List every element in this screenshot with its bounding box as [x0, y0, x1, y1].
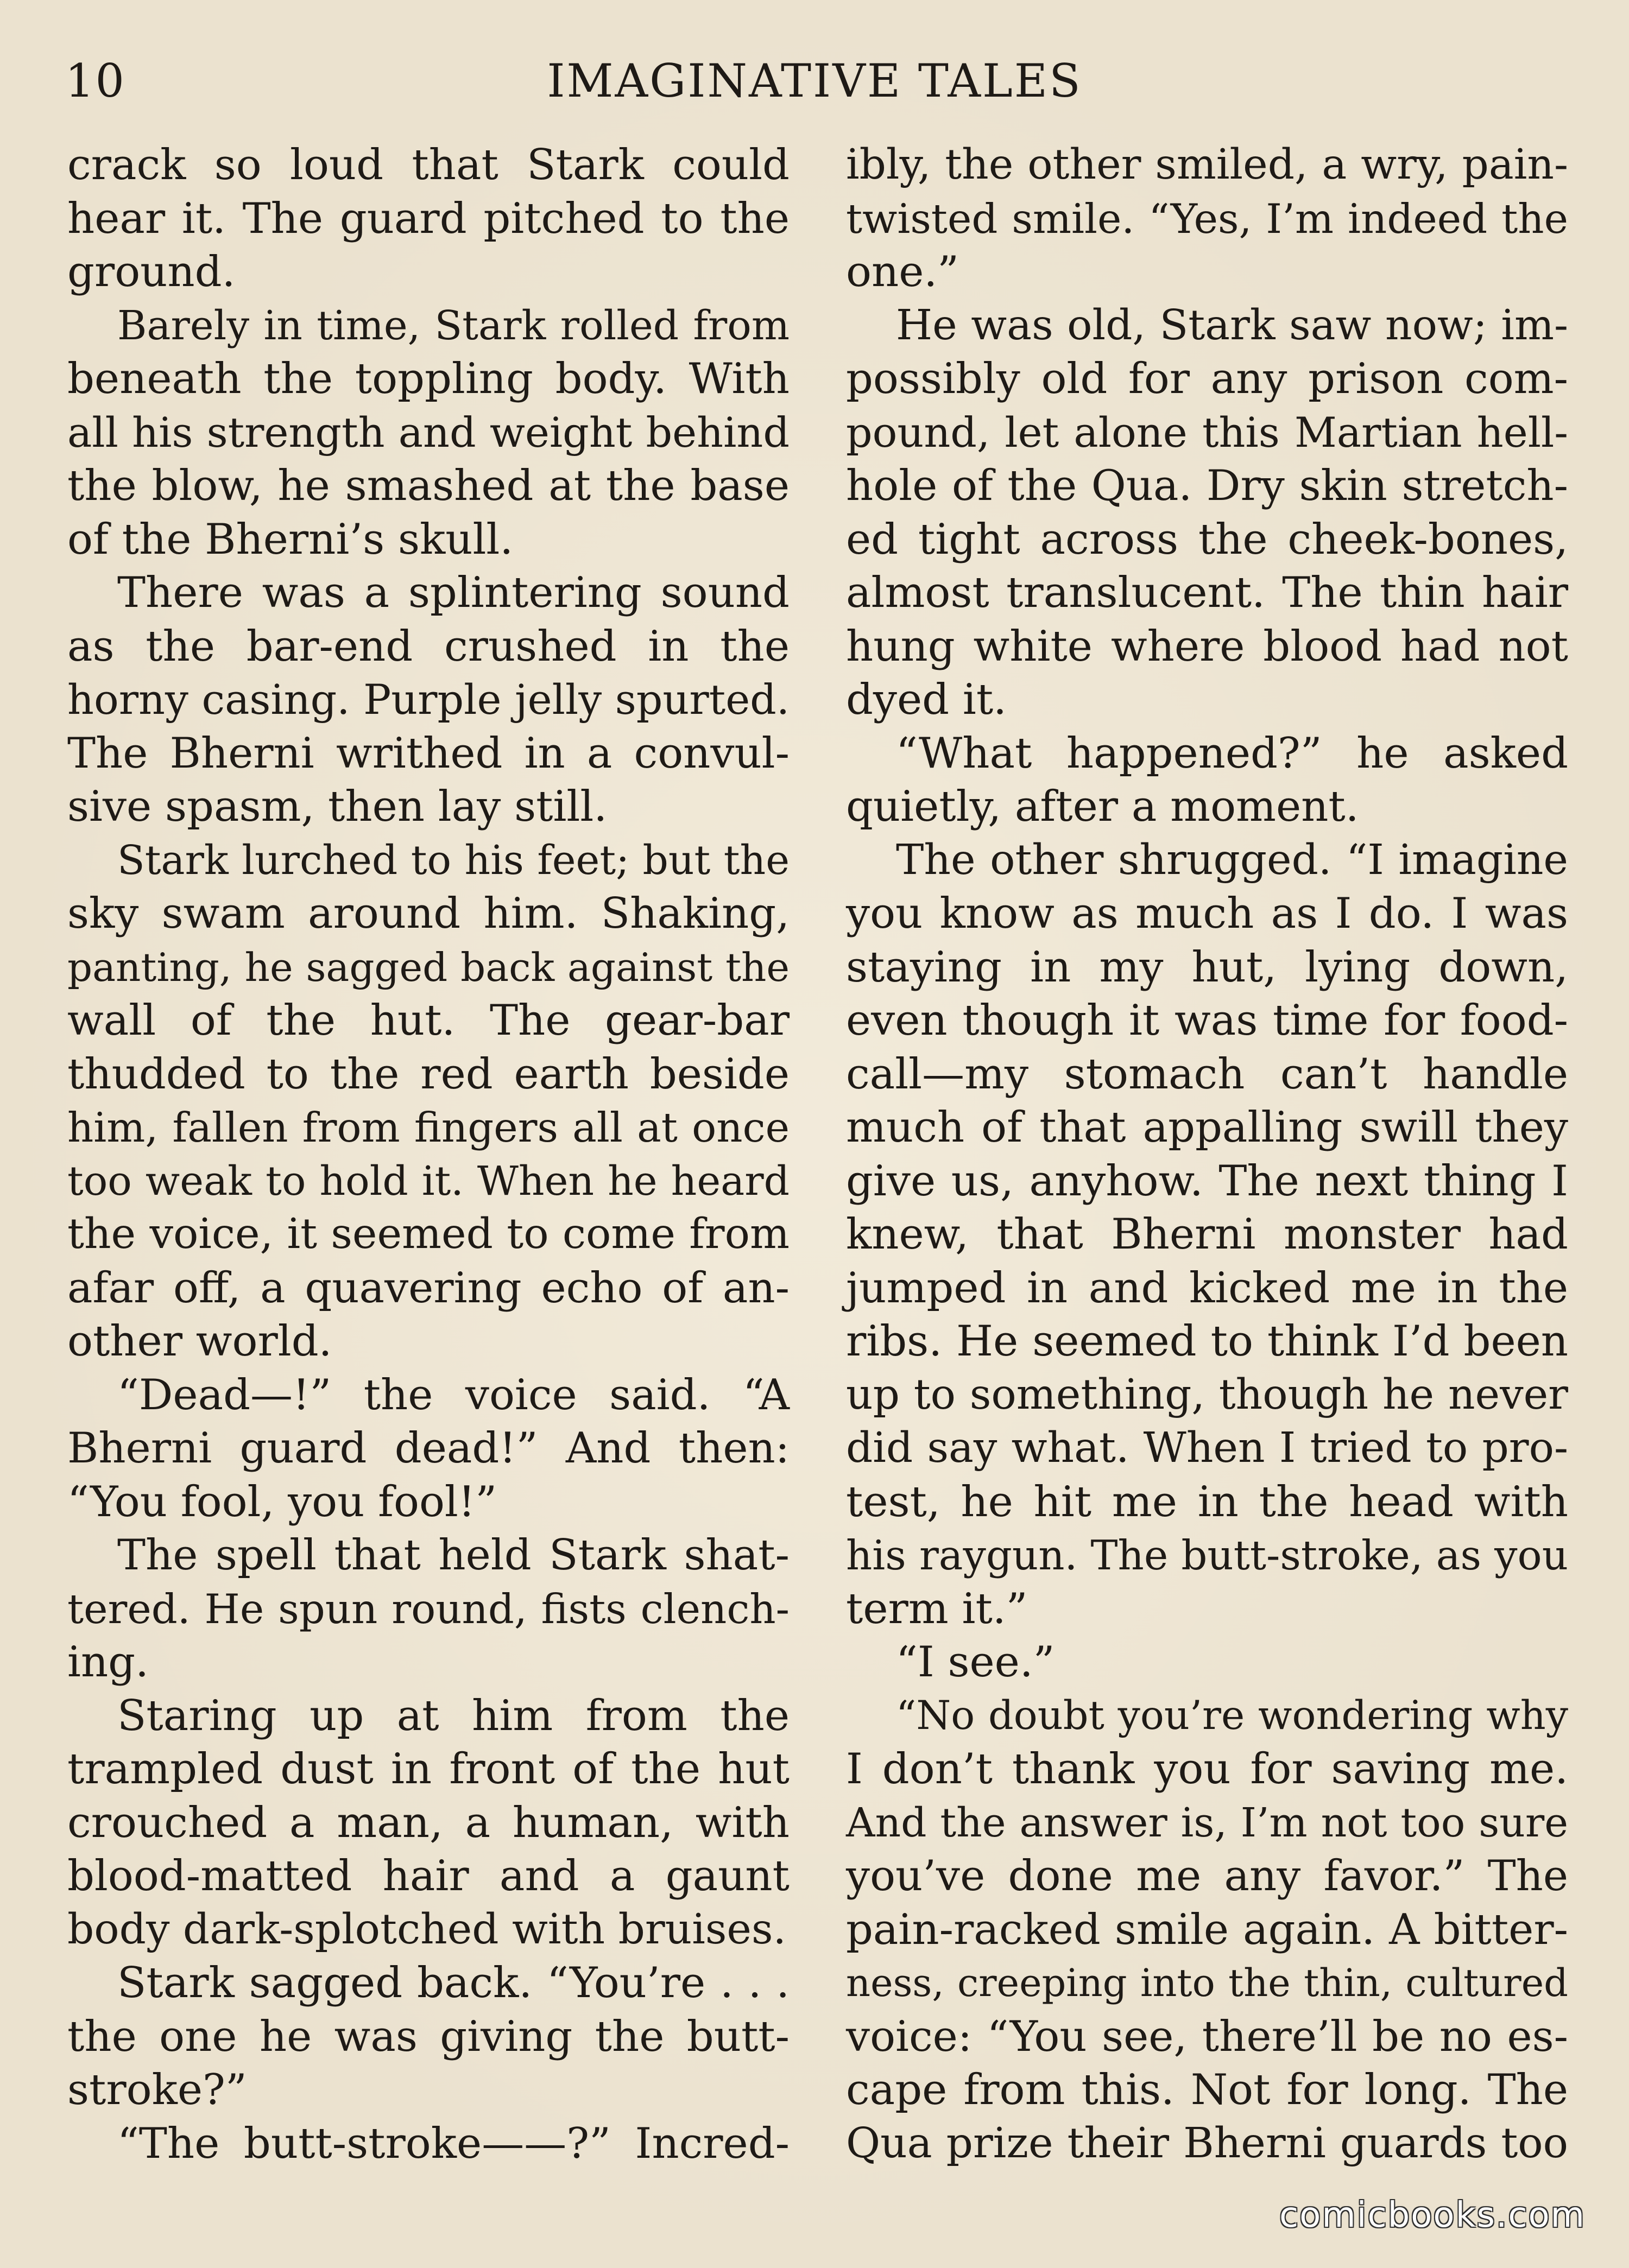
text-line: all his strength and weight behind — [67, 408, 790, 457]
text-line: hear it. The guard pitched to the — [67, 194, 790, 243]
text-line: sive spasm, then lay still. — [67, 782, 608, 831]
text-line: cape from this. Not for long. The — [846, 2066, 1568, 2114]
text-line: “No doubt you’re wondering why — [896, 1692, 1568, 1739]
text-line: up to something, though he never — [846, 1370, 1568, 1419]
text-line: term it.” — [846, 1584, 1028, 1633]
text-line: ness, creeping into the thin, cultured — [846, 1961, 1568, 2005]
text-line: one.” — [846, 248, 959, 296]
text-line: The Bherni writhed in a convul- — [67, 728, 790, 778]
text-line: of the Bherni’s skull. — [67, 515, 514, 564]
text-line: panting, he sagged back against the — [67, 944, 790, 990]
text-line: possibly old for any prison com- — [846, 354, 1568, 403]
text-line: his raygun. The butt-stroke, as you — [846, 1531, 1568, 1579]
text-line: Barely in time, Stark rolled from — [117, 302, 790, 349]
text-line: thudded to the red earth beside — [67, 1049, 790, 1099]
text-line: wall of the hut. The gear-bar — [67, 996, 790, 1045]
text-line: “I see.” — [896, 1638, 1055, 1687]
text-line: ing. — [67, 1638, 149, 1687]
text-line: crack so loud that Stark could — [67, 141, 790, 189]
text-line: much of that appalling swill they — [846, 1103, 1568, 1152]
text-line: ibly, the other smiled, a wry, pain- — [846, 141, 1568, 189]
text-line: too weak to hold it. When he heard — [67, 1157, 790, 1205]
text-line: The other shrugged. “I imagine — [896, 835, 1568, 884]
text-line: Stark lurched to his feet; but the — [117, 837, 790, 884]
text-line: ground. — [67, 248, 236, 296]
text-line: And the answer is, I’m not too sure — [846, 1799, 1568, 1846]
text-line: Bherni guard dead!” And then: — [67, 1424, 790, 1473]
text-line: voice: “You see, there’ll be no es- — [846, 2012, 1568, 2061]
watermark: comicbooks.com — [1279, 2195, 1586, 2235]
text-line: blood-matted hair and a gaunt — [67, 1852, 790, 1900]
running-title: IMAGINATIVE TALES — [547, 54, 1082, 107]
text-line: beneath the toppling body. With — [67, 354, 790, 403]
text-line: the voice, it seemed to come from — [67, 1210, 790, 1258]
page-number: 10 — [65, 54, 125, 107]
text-column-left — [67, 138, 790, 2170]
text-line: Qua prize their Bherni guards too — [846, 2119, 1568, 2168]
text-line: body dark-splotched with bruises. — [67, 1905, 786, 1954]
text-line: even though it was time for food- — [846, 996, 1568, 1045]
text-line: I don’t thank you for saving me. — [846, 1745, 1568, 1794]
text-line: the one he was giving the butt- — [67, 2012, 790, 2061]
text-line: Stark sagged back. “You’re . . . — [117, 1959, 790, 2007]
text-line: He was old, Stark saw now; im- — [896, 301, 1568, 350]
text-line: other world. — [67, 1317, 332, 1366]
text-line: quietly, after a moment. — [846, 782, 1359, 831]
text-line: “Dead—!” the voice said. “A — [117, 1370, 790, 1420]
text-line: pound, let alone this Martian hell- — [846, 408, 1568, 457]
text-line: stroke?” — [67, 2066, 247, 2114]
text-line: did say what. When I tried to pro- — [846, 1424, 1568, 1472]
text-line: test, he hit me in the head with — [846, 1477, 1568, 1526]
text-line: “You fool, you fool!” — [67, 1477, 497, 1526]
text-line: afar off, a quavering echo of an- — [67, 1263, 790, 1313]
text-line: Staring up at him from the — [117, 1691, 790, 1740]
text-line: dyed it. — [846, 675, 1007, 724]
text-line: sky swam around him. Shaking, — [67, 889, 790, 938]
text-line: ribs. He seemed to think I’d been — [846, 1317, 1568, 1366]
text-line: “What happened?” he asked — [896, 728, 1568, 778]
text-line: you know as much as I do. I was — [846, 889, 1568, 938]
text-line: call—my stomach can’t handle — [846, 1049, 1568, 1099]
text-line: as the bar-end crushed in the — [67, 622, 790, 671]
text-line: hole of the Qua. Dry skin stretch- — [846, 461, 1568, 510]
text-line: tered. He spun round, fists clench- — [67, 1585, 790, 1633]
text-line: crouched a man, a human, with — [67, 1798, 790, 1847]
text-line: The spell that held Stark shat- — [117, 1531, 790, 1580]
text-line: hung white where blood had not — [846, 622, 1568, 671]
text-line: knew, that Bherni monster had — [846, 1210, 1568, 1259]
text-line: “The butt-stroke——?” Incred- — [117, 2119, 790, 2168]
text-line: pain-racked smile again. A bitter- — [846, 1905, 1568, 1954]
page-header — [65, 54, 1564, 119]
text-line: horny casing. Purple jelly spurted. — [67, 675, 790, 724]
text-line: him, fallen from fingers all at once — [67, 1104, 790, 1151]
text-line: give us, anyhow. The next thing I — [846, 1156, 1568, 1206]
text-line: ed tight across the cheek-bones, — [846, 515, 1568, 564]
text-line: twisted smile. “Yes, I’m indeed the — [846, 194, 1568, 243]
text-line: you’ve done me any favor.” The — [846, 1852, 1568, 1900]
text-line: staying in my hut, lying down, — [846, 942, 1568, 992]
text-line: the blow, he smashed at the base — [67, 461, 790, 510]
text-line: trampled dust in front of the hut — [67, 1745, 790, 1794]
text-line: almost translucent. The thin hair — [846, 568, 1568, 617]
text-line: There was a splintering sound — [117, 568, 790, 617]
text-column-right — [846, 138, 1568, 2170]
text-line: jumped in and kicked me in the — [846, 1263, 1568, 1313]
